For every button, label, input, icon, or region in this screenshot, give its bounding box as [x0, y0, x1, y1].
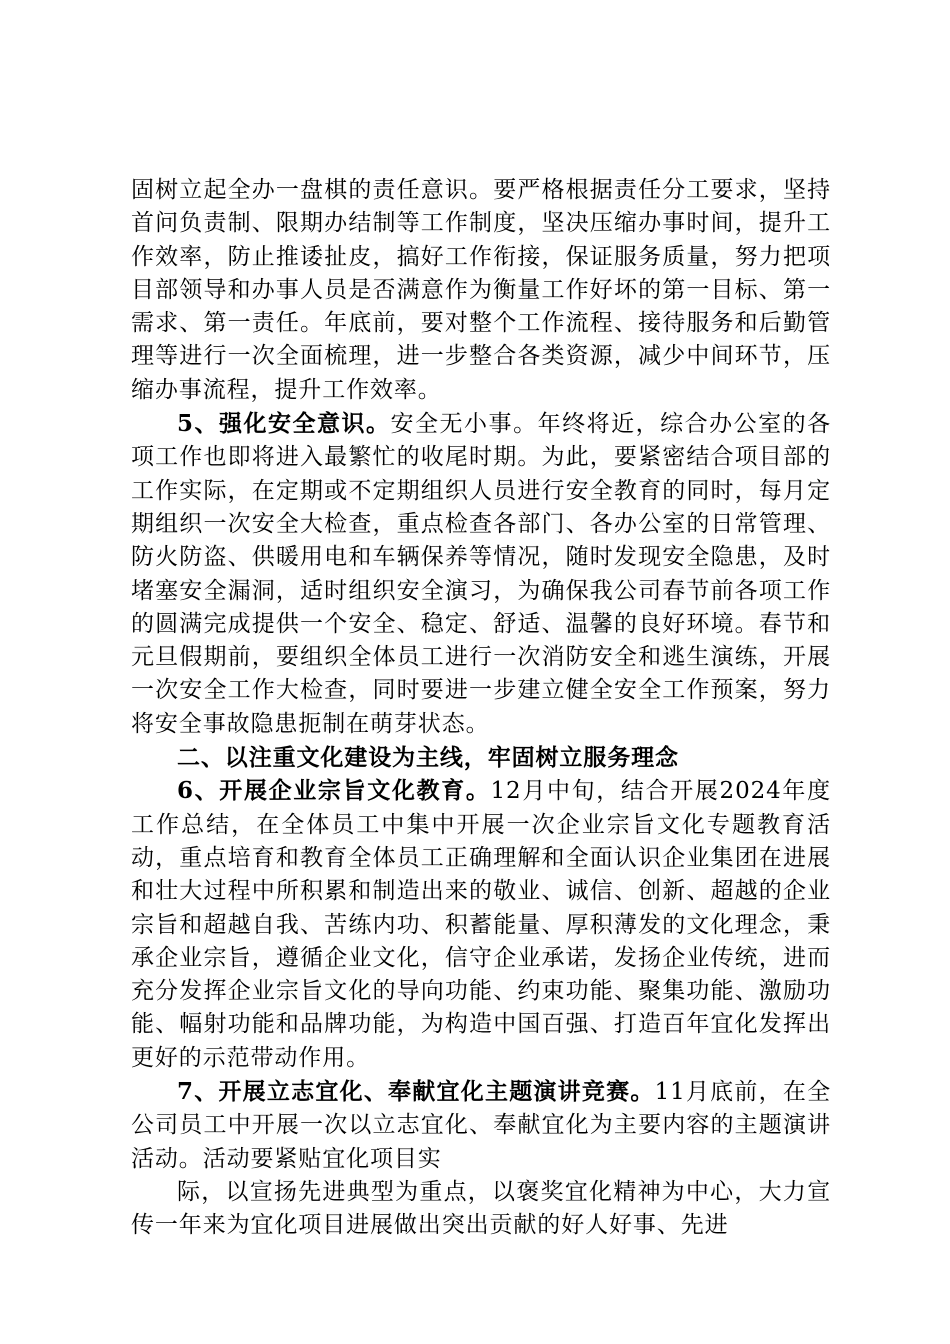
document-body [131, 174, 831, 1243]
paragraph-lead-heading: 7、开展立志宜化、奉献宜化主题演讲竞赛。 [177, 1078, 655, 1106]
section-heading-text: 二、以注重文化建设为主线，牢固树立服务理念 [177, 744, 679, 772]
paragraph-continuation [131, 174, 831, 407]
paragraph-speech-contest [131, 1075, 831, 1176]
paragraph-lead-heading: 5、强化安全意识。 [177, 410, 391, 438]
paragraph-text: 安全无小事。年终将近，综合办公室的各项工作也即将进入最繁忙的收尾时期。为此，要紧密结合项目部的工作实际，在定期或不定期组织人员进行安全教育的同时，每月定期组织一次安全大检查，重点检查各部门、各办公室的日常管理、防火防盗、供暖用电和车辆保养等情况，随时发现安全隐患，及时堵塞安全漏洞，适时组织安全演习，为确保我公司春节前各项工作的圆满完成提供一个安全、稳定、舒适、温馨的良好环境。春节和元旦假期前，要组织全体员工进行一次消防安全和逃生演练，开展一次安全工作大检查，同时要进一步建立健全安全工作预案，努力将安全事故隐患扼制在萌芽状态。 [131, 411, 832, 737]
paragraph-culture-education [131, 774, 831, 1075]
section-heading-culture [131, 741, 831, 774]
paragraph-text: 11月底前，在全公司员工中开展一次以立志宜化、奉献宜化为主要内容的主题演讲活动。活动要紧贴宜化项目实 [131, 1079, 831, 1172]
paragraph-safety-awareness [131, 407, 831, 741]
paragraph-text: 12月中旬，结合开展2024年度工作总结，在全体员工中集中开展一次企业宗旨文化专题教育活动，重点培育和教育全体员工正确理解和全面认识企业集团在进展和壮大过程中所积累和制造出来的敬业、诚信、创新、超越的企业宗旨和超越自我、苦练内功、积蓄能量、厚积薄发的文化理念，秉承企业宗旨，遵循企业文化，信守企业承诺，发扬企业传统，进而充分发挥企业宗旨文化的导向功能、约束功能、聚集功能、激励功能、幅射功能和品牌功能，为构造中国百强、打造百年宜化发挥出更好的示范带动作用。 [131, 778, 831, 1071]
paragraph-lead-heading: 6、开展企业宗旨文化教育。 [177, 777, 491, 805]
paragraph-text: 固树立起全办一盘棋的责任意识。要严格根据责任分工要求，坚持首问负责制、限期办结制等工作制度，坚决压缩办事时间，提升工作效率，防止推诿扯皮，搞好工作衔接，保证服务质量，努力把项目部领导和办事人员是否满意作为衡量工作好坏的第一目标、第一需求、第一责任。年底前，要对整个工作流程、接待服务和后勤管理等进行一次全面梳理，进一步整合各类资源，减少中间环节，压缩办事流程，提升工作效率。 [131, 177, 831, 403]
paragraph-speech-contest-continued [131, 1176, 831, 1243]
paragraph-text: 际，以宣扬先进典型为重点，以褒奖宜化精神为中心，大力宣传一年来为宜化项目进展做出突出贡献的好人好事、先进 [131, 1178, 831, 1239]
